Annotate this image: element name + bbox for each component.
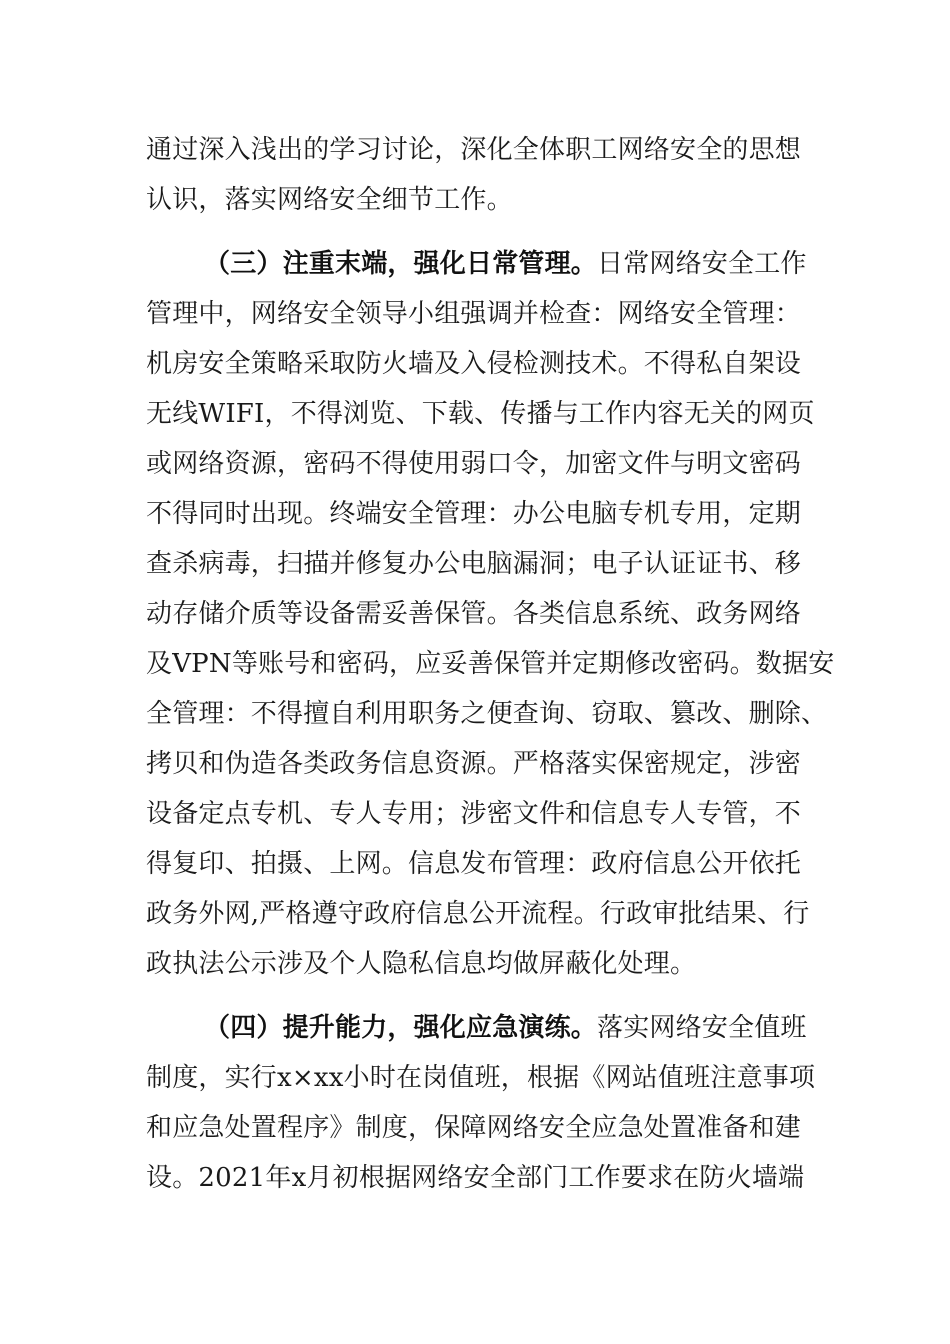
paragraph-line: 和应急处置程序》制度，保障网络安全应急处置准备和建 bbox=[146, 1113, 802, 1143]
paragraph-line: 机房安全策略采取防火墙及入侵检测技术。不得私自架设 bbox=[146, 349, 802, 379]
paragraph-line: 政务外网,严格遵守政府信息公开流程。行政审批结果、行 bbox=[146, 899, 810, 929]
paragraph-line: 得复印、拍摄、上网。信息发布管理：政府信息公开依托 bbox=[146, 849, 802, 879]
paragraph-first-line bbox=[146, 244, 876, 284]
paragraph-line: 及VPN等账号和密码，应妥善保管并定期修改密码。数据安 bbox=[146, 649, 835, 679]
paragraph-line: 管理中，网络安全领导小组强调并检查：网络安全管理： bbox=[146, 299, 802, 329]
paragraph-line: 或网络资源，密码不得使用弱口令，加密文件与明文密码 bbox=[146, 449, 802, 479]
paragraph-line: 制度，实行x×xx小时在岗值班，根据《网站值班注意事项 bbox=[146, 1063, 816, 1093]
paragraph-text: 日常网络安全工作 bbox=[597, 249, 807, 279]
paragraph-line: 通过深入浅出的学习讨论，深化全体职工网络安全的思想 bbox=[146, 135, 802, 165]
paragraph-line: 认识，落实网络安全细节工作。 bbox=[146, 185, 513, 215]
section-heading: （四）提升能力，强化应急演练。 bbox=[204, 1013, 598, 1043]
paragraph-line: 设。2021年x月初根据网络安全部门工作要求在防火墙端 bbox=[146, 1163, 805, 1193]
paragraph-line: 拷贝和伪造各类政务信息资源。严格落实保密规定，涉密 bbox=[146, 749, 802, 779]
paragraph-first-line bbox=[146, 1008, 876, 1048]
paragraph-line: 政执法公示涉及个人隐私信息均做屏蔽化处理。 bbox=[146, 949, 697, 979]
paragraph-line: 不得同时出现。终端安全管理：办公电脑专机专用，定期 bbox=[146, 499, 802, 529]
paragraph-line: 动存储介质等设备需妥善保管。各类信息系统、政务网络 bbox=[146, 599, 802, 629]
paragraph-text: 落实网络安全值班 bbox=[597, 1013, 807, 1043]
paragraph-line: 设备定点专机、专人专用；涉密文件和信息专人专管，不 bbox=[146, 799, 802, 829]
section-heading: （三）注重末端，强化日常管理。 bbox=[204, 249, 598, 279]
paragraph-line: 无线WIFI，不得浏览、下载、传播与工作内容无关的网页 bbox=[146, 399, 815, 429]
paragraph-line: 查杀病毒，扫描并修复办公电脑漏洞；电子认证证书、移 bbox=[146, 549, 802, 579]
paragraph-line: 全管理：不得擅自利用职务之便查询、窃取、篡改、删除、 bbox=[146, 699, 828, 729]
